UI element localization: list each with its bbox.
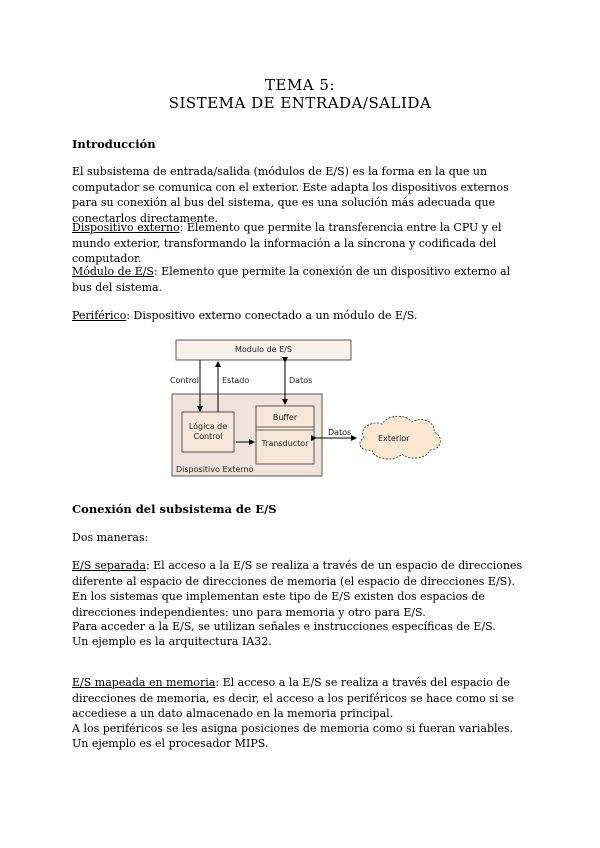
- term-es-mapeada: E/S mapeada en memoria: [72, 676, 216, 689]
- estado-label: Estado: [222, 376, 250, 385]
- datos-side-label: Datos: [328, 428, 352, 437]
- io-module-diagram: [168, 338, 458, 478]
- control-label: Control: [170, 376, 199, 385]
- es-separada-line2: Para acceder a la E/S, se utilizan señales e instrucciones específicas de E/S.: [72, 620, 496, 633]
- connection-heading: Conexión del subsistema de E/S: [72, 502, 277, 516]
- device-label: Dispositivo Externo: [176, 465, 254, 474]
- definition-dispositivo-externo: [72, 220, 532, 267]
- term-modulo-es: Módulo de E/S: [72, 265, 154, 278]
- definition-periferico: [72, 308, 532, 324]
- doc-title-line2: SISTEMA DE ENTRADA/SALIDA: [168, 94, 432, 112]
- def-dispositivo-externo-text: : Elemento que permite la transferencia entre la CPU y el mundo exterior, transformando la información a la síncrona y codificada del computador.: [72, 221, 502, 265]
- es-mapeada-text: : El acceso a la E/S se realiza a través del espacio de direcciones de memoria, es decir, el acceso a los periféricos se hace como si se accediese a un dato almacenado en la memoria principal.: [72, 676, 515, 720]
- intro-heading: Introducción: [72, 137, 156, 151]
- module-label: Modulo de E/S: [235, 345, 292, 354]
- term-periferico: Periférico: [72, 309, 127, 322]
- buffer-label: Buffer: [272, 413, 298, 422]
- connection-intro: Dos maneras:: [72, 531, 149, 544]
- def-periferico-text: : Dispositivo externo conectado a un módulo de E/S.: [126, 309, 418, 322]
- es-mapeada-paragraph: [72, 675, 532, 722]
- intro-paragraph: El subsistema de entrada/salida (módulos de E/S) es la forma en la que un computador se comunica con el exterior. Este adapta los dispositivos externos para su conexión al bus del sistema, que es una solución más adecuada que conectarlos directamente.: [72, 165, 509, 225]
- def-modulo-es-text: : Elemento que permite la conexión de un dispositivo externo al bus del sistema.: [72, 265, 511, 294]
- definition-modulo-es: [72, 264, 532, 295]
- transductor-label: Transductor: [261, 439, 309, 448]
- doc-title-line1: TEMA 5:: [264, 76, 335, 94]
- es-separada-paragraph: [72, 558, 532, 620]
- es-mapeada-line2: A los periféricos se les asigna posiciones de memoria como si fueran variables.: [72, 722, 514, 735]
- es-separada-text: : El acceso a la E/S se realiza a través de un espacio de direcciones diferente al espacio de direcciones de memoria (el espacio de direcciones E/S). En los sistemas que implementan este tipo de E/S existen dos espacios de direcciones independientes: uno para memoria y otro para E/S.: [72, 559, 523, 619]
- logica-label: Lógica de Control: [188, 422, 228, 441]
- es-mapeada-line3: Un ejemplo es el procesador MIPS.: [72, 737, 269, 750]
- term-es-separada: E/S separada: [72, 559, 146, 572]
- datos-top-label: Datos: [289, 376, 313, 385]
- exterior-label: Exterior: [378, 434, 410, 443]
- es-separada-line3: Un ejemplo es la arquitectura IA32.: [72, 635, 272, 648]
- term-dispositivo-externo: Dispositivo externo: [72, 221, 180, 234]
